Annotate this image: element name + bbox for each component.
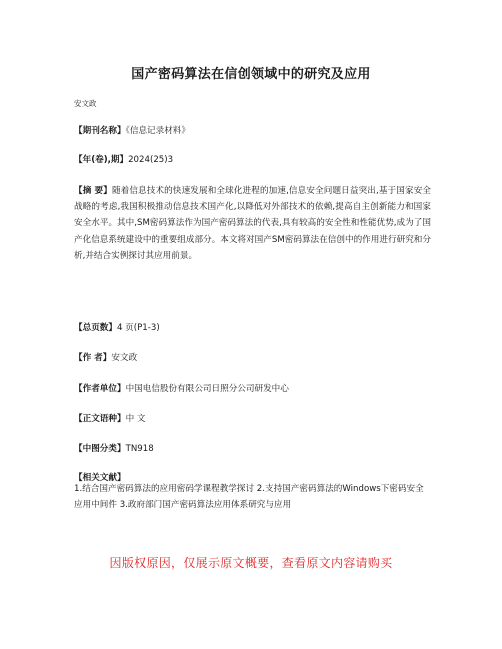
journal-field — [74, 123, 430, 139]
classification-field — [74, 441, 430, 457]
language-field — [74, 411, 430, 427]
pages-label: 【总页数】 — [74, 323, 117, 333]
language-label: 【正文语种】 — [74, 414, 126, 424]
abstract-label: 【摘 要】 — [74, 186, 112, 196]
year-issue-value: 2024(25)3 — [128, 155, 174, 165]
author-line: 安文政 — [74, 99, 97, 108]
author-field — [74, 350, 430, 366]
language-value: 中 文 — [125, 414, 146, 424]
pages-field — [74, 320, 430, 336]
journal-label: 【期刊名称】 — [74, 126, 126, 136]
affiliation-value: 中国电信股份有限公司日照分公司研发中心 — [125, 384, 289, 394]
year-issue-label: 【年(卷),期】 — [74, 155, 129, 165]
abstract-field — [74, 183, 431, 264]
classification-value: TN918 — [125, 444, 154, 454]
related-label: 【相关文献】 — [74, 473, 126, 483]
author-label: 【作 者】 — [74, 353, 112, 363]
page-title: 国产密码算法在信创领域中的研究及应用 — [131, 67, 371, 82]
related-list: 1.结合国产密码算法的应用密码学课程教学探讨 2.支持国产密码算法的Windows下密码安全应用中间件 3.政府部门国产密码算法应用体系研究与应用 — [74, 484, 424, 510]
affiliation-field — [74, 381, 430, 397]
abstract-text: 随着信息技术的快速发展和全球化进程的加速,信息安全问题日益突出,基于国家安全战略的考虑,我国积极推动信息技术国产化,以降低对外部技术的依赖,提高自主创新能力和国家安全水平。其中,SM密码算法作为国产密码算法的代表,具有较高的安全性和性能优势,成为了国产化信息系统建设中的重要组成部分。本文将对国产SM密码算法在信创中的作用进行研究和分析,并结合实例探讨其应用前景。 — [74, 186, 431, 261]
copyright-notice: 因版权原因，仅展示原文概要，查看原文内容请购买 — [109, 556, 393, 570]
author-value: 安文政 — [111, 353, 138, 363]
affiliation-label: 【作者单位】 — [74, 384, 126, 394]
journal-value: 《信息记录材料》 — [125, 126, 191, 136]
year-issue-field — [74, 152, 430, 168]
classification-label: 【中图分类】 — [74, 444, 126, 454]
pages-value: 4 页(P1-3) — [116, 323, 160, 333]
